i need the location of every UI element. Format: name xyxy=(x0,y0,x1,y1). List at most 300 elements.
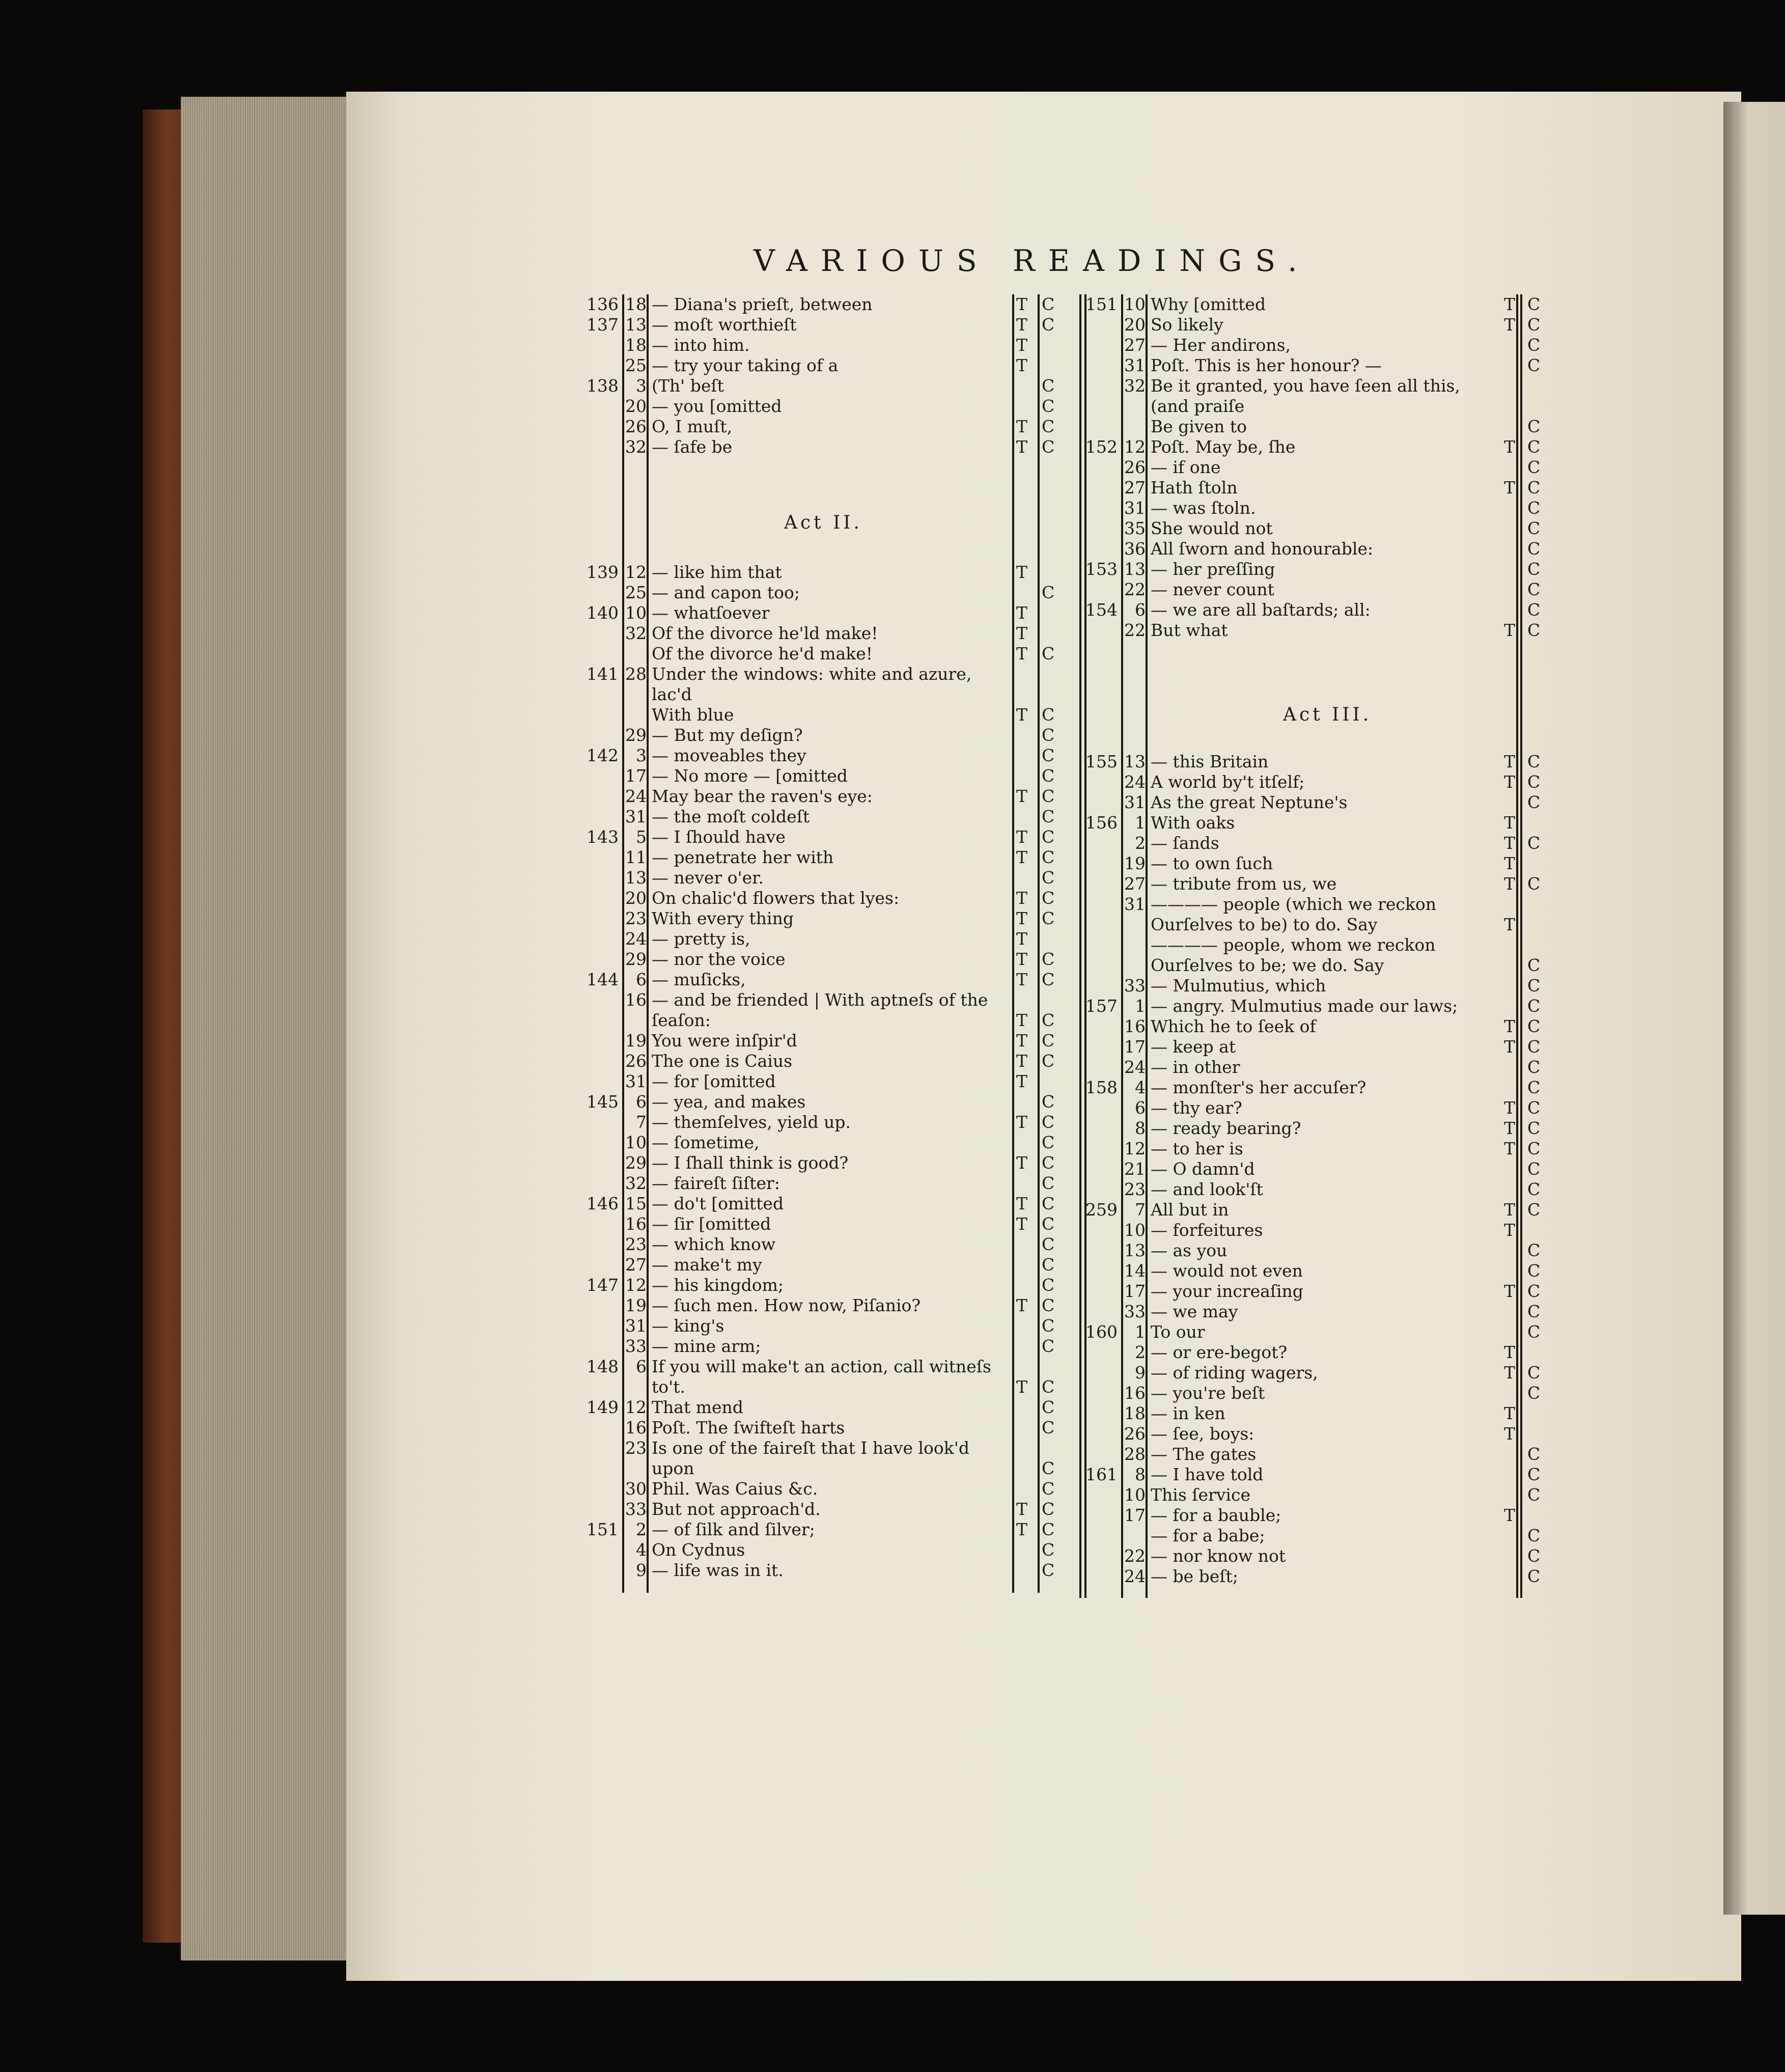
reading-row xyxy=(1079,559,1568,579)
line-number: 18 xyxy=(625,294,647,314)
reading-row xyxy=(1079,894,1568,915)
reading-text: Is one of the faireſt that I have look'd xyxy=(652,1438,969,1458)
line-number: 17 xyxy=(1124,1281,1146,1301)
edition-mark-c: C xyxy=(1042,1255,1055,1275)
reading-text: — of ſilk and ſilver; xyxy=(652,1520,815,1539)
reading-row xyxy=(580,1112,1069,1132)
reading-text: ———— people (which we reckon xyxy=(1151,894,1437,914)
reading-row xyxy=(1079,1485,1568,1505)
edition-mark-c: C xyxy=(1527,1098,1541,1118)
edition-mark-c: C xyxy=(1042,417,1055,436)
reading-row xyxy=(580,1153,1069,1173)
reading-text: — never count xyxy=(1151,579,1274,599)
edition-mark-t: T xyxy=(1016,417,1028,436)
page-number: 141 xyxy=(587,664,619,684)
facing-page-edge xyxy=(1723,102,1785,1915)
line-number: 13 xyxy=(1124,752,1146,771)
line-number: 13 xyxy=(1124,559,1146,579)
reading-text: If you will make't an action, call witneſs xyxy=(652,1357,991,1376)
line-number: 19 xyxy=(625,1031,647,1051)
reading-text: Under the windows: white and azure, xyxy=(652,664,972,684)
reading-row xyxy=(1079,376,1568,396)
edition-mark-t: T xyxy=(1016,888,1028,908)
reading-row xyxy=(1079,1566,1568,1587)
page-number: 158 xyxy=(1085,1078,1118,1097)
edition-mark-c: C xyxy=(1042,786,1055,806)
page-number: 147 xyxy=(587,1275,619,1295)
line-number: 6 xyxy=(636,1092,647,1112)
line-number: 23 xyxy=(1124,1179,1146,1199)
line-number: 10 xyxy=(625,603,647,623)
edition-mark-c: C xyxy=(1527,1444,1541,1464)
line-number: 17 xyxy=(1124,1037,1146,1057)
edition-mark-t: T xyxy=(1016,705,1028,725)
reading-text: — and be friended | With aptneſs of the xyxy=(652,990,988,1010)
reading-row xyxy=(1079,1342,1568,1363)
reading-row xyxy=(580,1132,1069,1153)
reading-row xyxy=(1079,813,1568,833)
reading-text: — keep at xyxy=(1151,1037,1236,1057)
reading-row xyxy=(1079,1363,1568,1383)
edition-mark-c: C xyxy=(1042,315,1055,335)
edition-mark-c: C xyxy=(1042,1397,1055,1417)
edition-mark-c: C xyxy=(1042,725,1055,745)
edition-mark-c: C xyxy=(1042,949,1055,969)
edition-mark-t: T xyxy=(1504,620,1516,640)
reading-row xyxy=(580,1540,1069,1560)
reading-row xyxy=(580,437,1069,457)
edition-mark-c: C xyxy=(1527,620,1541,640)
line-number: 16 xyxy=(1124,1016,1146,1036)
page-number: 157 xyxy=(1085,996,1118,1016)
page-number: 146 xyxy=(587,1194,619,1213)
edition-mark-c: C xyxy=(1527,437,1541,457)
edition-mark-t: T xyxy=(1504,437,1516,457)
reading-row xyxy=(580,847,1069,868)
reading-text: — muſicks, xyxy=(652,970,746,989)
edition-mark-c: C xyxy=(1527,355,1541,375)
line-number: 20 xyxy=(1124,315,1146,335)
line-number: 12 xyxy=(1124,1139,1146,1158)
reading-text: — make't my xyxy=(652,1255,762,1275)
edition-mark-c: C xyxy=(1527,1200,1541,1220)
reading-text: On Cydnus xyxy=(652,1540,745,1560)
page-number: 151 xyxy=(1085,294,1118,314)
line-number: 31 xyxy=(625,1071,647,1091)
reading-row xyxy=(580,335,1069,355)
page-number: 156 xyxy=(1085,813,1118,833)
edition-mark-c: C xyxy=(1042,1092,1055,1112)
line-number: 26 xyxy=(1124,457,1146,477)
reading-text: — would not even xyxy=(1151,1261,1303,1281)
line-number: 25 xyxy=(625,355,647,375)
reading-row xyxy=(1079,1424,1568,1444)
reading-text: — for a bauble; xyxy=(1151,1505,1281,1525)
line-number: 18 xyxy=(1124,1403,1146,1423)
edition-mark-t: T xyxy=(1016,827,1028,847)
edition-mark-c: C xyxy=(1527,1159,1541,1179)
reading-row xyxy=(1079,1179,1568,1200)
reading-row xyxy=(580,725,1069,745)
reading-text: — we may xyxy=(1151,1302,1238,1321)
page-number: 151 xyxy=(587,1520,619,1539)
reading-text: All ſworn and honourable: xyxy=(1151,539,1374,559)
page-number: 137 xyxy=(587,315,619,335)
line-number: 23 xyxy=(625,1234,647,1254)
line-number: 16 xyxy=(625,990,647,1010)
page-number: 143 xyxy=(587,827,619,847)
edition-mark-c: C xyxy=(1042,868,1055,888)
line-number: 21 xyxy=(1124,1159,1146,1179)
reading-text: — monſter's her accuſer? xyxy=(1151,1078,1366,1097)
line-number: 32 xyxy=(1124,376,1146,396)
reading-row xyxy=(580,1194,1069,1214)
line-number: 31 xyxy=(625,807,647,826)
reading-text: — penetrate her with xyxy=(652,847,834,867)
page-number: 138 xyxy=(587,376,619,396)
edition-mark-c: C xyxy=(1042,1377,1055,1397)
edition-mark-c: C xyxy=(1042,376,1055,396)
reading-row xyxy=(580,294,1069,315)
line-number: 10 xyxy=(1124,294,1146,314)
reading-text: Of the divorce he'd make! xyxy=(652,644,873,664)
edition-mark-c: C xyxy=(1527,457,1541,477)
reading-row xyxy=(1079,874,1568,894)
page-number: 153 xyxy=(1085,559,1118,579)
edition-mark-c: C xyxy=(1042,745,1055,765)
reading-row xyxy=(1079,1139,1568,1159)
edition-mark-c: C xyxy=(1527,976,1541,996)
reading-row xyxy=(580,1010,1069,1031)
reading-text: Be given to xyxy=(1151,417,1247,436)
edition-mark-c: C xyxy=(1042,1112,1055,1132)
reading-text: — ſands xyxy=(1151,833,1219,853)
line-number: 5 xyxy=(636,827,647,847)
edition-mark-t: T xyxy=(1016,949,1028,969)
edition-mark-t: T xyxy=(1016,1010,1028,1030)
reading-row xyxy=(1079,1465,1568,1485)
line-number: 20 xyxy=(625,396,647,416)
edition-mark-t: T xyxy=(1504,1220,1516,1240)
edition-mark-c: C xyxy=(1527,1057,1541,1077)
edition-mark-t: T xyxy=(1504,1424,1516,1444)
line-number: 6 xyxy=(1135,1098,1146,1118)
reading-row xyxy=(1079,478,1568,498)
reading-row xyxy=(1079,396,1568,417)
reading-text: With every thing xyxy=(652,908,794,928)
edition-mark-c: C xyxy=(1042,888,1055,908)
page-number: 139 xyxy=(587,562,619,582)
reading-text: — pretty is, xyxy=(652,929,750,949)
reading-row xyxy=(1079,792,1568,813)
edition-mark-t: T xyxy=(1016,1295,1028,1315)
reading-text: — ſee, boys: xyxy=(1151,1424,1254,1444)
edition-mark-t: T xyxy=(1504,294,1516,314)
edition-mark-c: C xyxy=(1527,955,1541,975)
page-number: 145 xyxy=(587,1092,619,1112)
reading-text: All but in xyxy=(1151,1200,1229,1220)
reading-row xyxy=(580,664,1069,684)
line-number: 22 xyxy=(1124,579,1146,599)
edition-mark-c: C xyxy=(1527,1037,1541,1057)
reading-text: — The gates xyxy=(1151,1444,1257,1464)
reading-row xyxy=(580,1031,1069,1051)
line-number: 32 xyxy=(625,623,647,643)
edition-mark-c: C xyxy=(1527,1261,1541,1281)
reading-row xyxy=(580,1092,1069,1112)
edition-mark-c: C xyxy=(1042,644,1055,664)
page-number: 161 xyxy=(1085,1465,1118,1484)
reading-text: — thy ear? xyxy=(1151,1098,1242,1118)
reading-row xyxy=(1079,1200,1568,1220)
reading-text: With oaks xyxy=(1151,813,1235,833)
reading-text: — O damn'd xyxy=(1151,1159,1255,1179)
reading-text: — king's xyxy=(652,1316,724,1336)
reading-row xyxy=(580,1499,1069,1520)
reading-text: — nor know not xyxy=(1151,1546,1286,1566)
reading-text: Phil. Was Caius &c. xyxy=(652,1479,818,1499)
reading-row xyxy=(580,1397,1069,1418)
edition-mark-c: C xyxy=(1527,1078,1541,1097)
reading-text: — if one xyxy=(1151,457,1221,477)
reading-text: — whatſoever xyxy=(652,603,770,623)
right-column xyxy=(1079,294,1568,1598)
reading-row xyxy=(1079,1098,1568,1118)
edition-mark-t: T xyxy=(1504,315,1516,335)
left-column xyxy=(580,294,1069,1598)
reading-text: (Th' beſt xyxy=(652,376,724,396)
reading-row xyxy=(580,1173,1069,1194)
reading-row xyxy=(1079,579,1568,600)
edition-mark-t: T xyxy=(1504,853,1516,873)
edition-mark-c: C xyxy=(1042,1234,1055,1254)
reading-text: O, I muſt, xyxy=(652,417,733,436)
page-number: 149 xyxy=(587,1397,619,1417)
reading-text: — try your taking of a xyxy=(652,355,839,375)
line-number: 30 xyxy=(625,1479,647,1499)
reading-row xyxy=(1079,539,1568,559)
reading-text: This ſervice xyxy=(1151,1485,1250,1505)
edition-mark-t: T xyxy=(1016,847,1028,867)
line-number: 4 xyxy=(636,1540,647,1560)
page-number: 144 xyxy=(587,970,619,989)
line-number: 27 xyxy=(1124,335,1146,355)
edition-mark-t: T xyxy=(1016,437,1028,457)
reading-text: — I ſhall think is good? xyxy=(652,1153,849,1173)
reading-row xyxy=(1079,518,1568,539)
edition-mark-c: C xyxy=(1042,1479,1055,1499)
line-number: 22 xyxy=(1124,1546,1146,1566)
reading-text: lac'd xyxy=(652,684,692,704)
reading-text: — like him that xyxy=(652,562,782,582)
line-number: 36 xyxy=(1124,539,1146,559)
line-number: 9 xyxy=(1135,1363,1146,1383)
line-number: 3 xyxy=(636,376,647,396)
edition-mark-c: C xyxy=(1042,294,1055,314)
page-header: VARIOUS READINGS. xyxy=(754,243,1310,278)
line-number: 24 xyxy=(1124,772,1146,792)
line-number: 31 xyxy=(1124,894,1146,914)
line-number: 26 xyxy=(1124,1424,1146,1444)
edition-mark-c: C xyxy=(1527,1281,1541,1301)
reading-row xyxy=(1079,355,1568,376)
reading-row xyxy=(580,1377,1069,1397)
edition-mark-t: T xyxy=(1504,1363,1516,1383)
line-number: 29 xyxy=(625,725,647,745)
line-number: 19 xyxy=(1124,853,1146,873)
reading-text: — faireſt ſiſter: xyxy=(652,1173,780,1193)
reading-text: — ſir [omitted xyxy=(652,1214,771,1234)
edition-mark-c: C xyxy=(1527,559,1541,579)
reading-row xyxy=(1079,1383,1568,1403)
reading-text: — Diana's prieſt, between xyxy=(652,294,873,314)
edition-mark-t: T xyxy=(1016,562,1028,582)
edition-mark-c: C xyxy=(1527,1016,1541,1036)
reading-text: — for a babe; xyxy=(1151,1526,1265,1545)
reading-text: — or ere-begot? xyxy=(1151,1342,1288,1362)
reading-text: — I ſhould have xyxy=(652,827,786,847)
edition-mark-c: C xyxy=(1042,1316,1055,1336)
reading-text: She would not xyxy=(1151,518,1273,538)
reading-text: — Her andirons, xyxy=(1151,335,1291,355)
edition-mark-t: T xyxy=(1016,970,1028,989)
reading-row xyxy=(1079,1403,1568,1424)
reading-row xyxy=(1079,1505,1568,1526)
line-number: 29 xyxy=(625,1153,647,1173)
reading-row xyxy=(580,1234,1069,1255)
edition-mark-c: C xyxy=(1042,1520,1055,1539)
reading-row xyxy=(580,684,1069,705)
reading-row xyxy=(1079,457,1568,478)
line-number: 28 xyxy=(1124,1444,1146,1464)
reading-text: — and capon too; xyxy=(652,583,800,602)
reading-text: — ready bearing? xyxy=(1151,1118,1301,1138)
reading-text: Of the divorce he'ld make! xyxy=(652,623,878,643)
reading-row xyxy=(580,1438,1069,1458)
line-number: 32 xyxy=(625,437,647,457)
edition-mark-c: C xyxy=(1042,1214,1055,1234)
line-number: 24 xyxy=(1124,1566,1146,1586)
reading-text: ſeaſon: xyxy=(652,1010,711,1030)
reading-text: Poſt. May be, ſhe xyxy=(1151,437,1296,457)
reading-text: That mend xyxy=(652,1397,743,1417)
line-number: 24 xyxy=(1124,1057,1146,1077)
line-number: 27 xyxy=(1124,478,1146,498)
line-number: 16 xyxy=(1124,1383,1146,1403)
edition-mark-t: T xyxy=(1016,1377,1028,1397)
reading-row xyxy=(580,1051,1069,1071)
reading-text: — his kingdom; xyxy=(652,1275,784,1295)
line-number: 33 xyxy=(625,1336,647,1356)
edition-mark-c: C xyxy=(1527,518,1541,538)
edition-mark-c: C xyxy=(1527,1139,1541,1158)
reading-text: — yea, and makes xyxy=(652,1092,806,1112)
reading-text: — be beſt; xyxy=(1151,1566,1238,1586)
line-number: 2 xyxy=(636,1520,647,1539)
edition-mark-c: C xyxy=(1527,579,1541,599)
reading-row xyxy=(1079,1322,1568,1342)
reading-row xyxy=(1079,1159,1568,1179)
reading-row xyxy=(580,745,1069,766)
edition-mark-t: T xyxy=(1504,813,1516,833)
line-number: 27 xyxy=(1124,874,1146,894)
reading-text: To our xyxy=(1151,1322,1205,1342)
reading-row xyxy=(580,970,1069,990)
reading-row xyxy=(1079,1057,1568,1078)
reading-row xyxy=(580,827,1069,847)
line-number: 7 xyxy=(636,1112,647,1132)
edition-mark-c: C xyxy=(1042,1418,1055,1438)
edition-mark-c: C xyxy=(1527,1118,1541,1138)
edition-mark-c: C xyxy=(1527,1383,1541,1403)
edition-mark-c: C xyxy=(1527,1566,1541,1586)
act-heading: Act II. xyxy=(784,512,862,533)
reading-row xyxy=(580,786,1069,807)
line-number: 31 xyxy=(1124,792,1146,812)
edition-mark-t: T xyxy=(1504,1281,1516,1301)
line-number: 33 xyxy=(625,1499,647,1519)
edition-mark-c: C xyxy=(1042,847,1055,867)
edition-mark-t: T xyxy=(1504,1200,1516,1220)
reading-text: — into him. xyxy=(652,335,750,355)
edition-mark-c: C xyxy=(1042,396,1055,416)
line-number: 1 xyxy=(1135,813,1146,833)
reading-row xyxy=(1079,294,1568,315)
edition-mark-c: C xyxy=(1042,1336,1055,1356)
reading-row xyxy=(580,990,1069,1010)
edition-mark-c: C xyxy=(1042,766,1055,786)
reading-row xyxy=(1079,996,1568,1016)
edition-mark-t: T xyxy=(1016,315,1028,335)
reading-text: — moveables they xyxy=(652,745,806,765)
edition-mark-c: C xyxy=(1527,1179,1541,1199)
reading-row xyxy=(580,623,1069,644)
reading-row xyxy=(1079,1261,1568,1281)
reading-text: — which know xyxy=(652,1234,776,1254)
edition-mark-c: C xyxy=(1527,417,1541,436)
reading-text: — mine arm; xyxy=(652,1336,761,1356)
line-number: 7 xyxy=(1135,1200,1146,1220)
edition-mark-c: C xyxy=(1042,827,1055,847)
edition-mark-c: C xyxy=(1042,1132,1055,1152)
reading-row xyxy=(580,766,1069,786)
line-number: 26 xyxy=(625,1051,647,1071)
edition-mark-t: T xyxy=(1016,1051,1028,1071)
line-number: 23 xyxy=(625,1438,647,1458)
line-number: 8 xyxy=(1135,1465,1146,1484)
line-number: 17 xyxy=(1124,1505,1146,1525)
reading-text: to't. xyxy=(652,1377,685,1397)
edition-mark-t: T xyxy=(1016,1194,1028,1213)
reading-row xyxy=(1079,1016,1568,1037)
page-edges xyxy=(181,97,354,1960)
edition-mark-c: C xyxy=(1042,1499,1055,1519)
reading-text: Poſt. The ſwifteſt harts xyxy=(652,1418,845,1438)
reading-text: — this Britain xyxy=(1151,752,1269,771)
line-number: 33 xyxy=(1124,1302,1146,1321)
line-number: 9 xyxy=(636,1560,647,1580)
page-number: 148 xyxy=(587,1357,619,1376)
edition-mark-t: T xyxy=(1504,752,1516,771)
edition-mark-c: C xyxy=(1527,498,1541,518)
reading-row xyxy=(1079,1546,1568,1566)
edition-mark-c: C xyxy=(1527,1322,1541,1342)
reading-text: Ourſelves to be) to do. Say xyxy=(1151,915,1378,934)
line-number: 3 xyxy=(636,745,647,765)
line-number: 12 xyxy=(1124,437,1146,457)
edition-mark-t: T xyxy=(1016,355,1028,375)
reading-row xyxy=(1079,833,1568,853)
